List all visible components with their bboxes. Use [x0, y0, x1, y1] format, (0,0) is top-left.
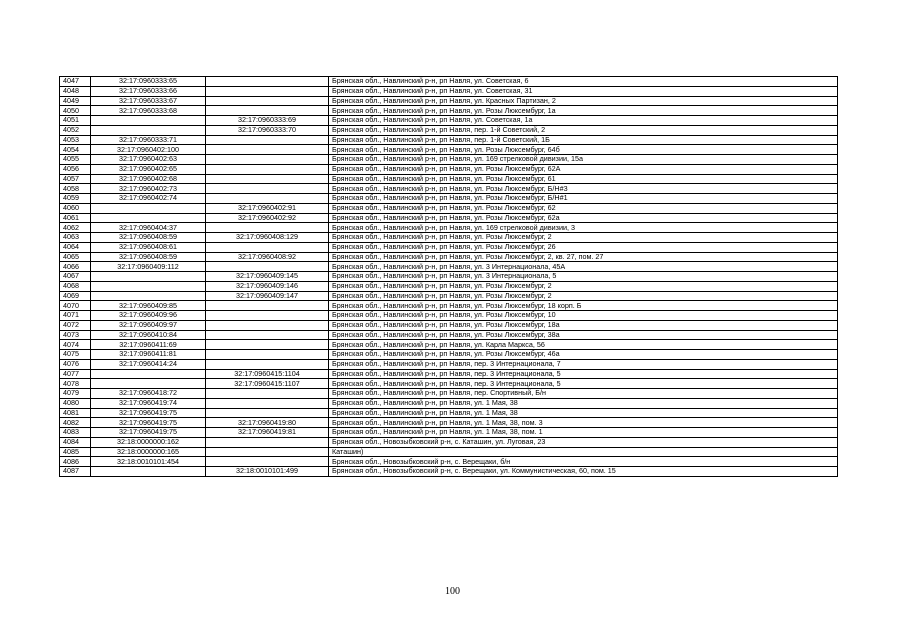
- cadastral-number-cell: 32:17:0960408:59: [91, 252, 206, 262]
- object-cadastral-number-cell: 32:17:0960408:92: [206, 252, 329, 262]
- address-cell: Брянская обл., Навлинский р-н, рп Навля, ул. Советская, 6: [329, 77, 838, 87]
- object-cadastral-number-cell: [206, 457, 329, 467]
- object-cadastral-number-cell: [206, 194, 329, 204]
- cadastral-number-cell: 32:17:0960419:74: [91, 398, 206, 408]
- table-row: [60, 203, 838, 213]
- address-cell: Брянская обл., Новозыбковский р-н, с. Каташин, ул. Луговая, 23: [329, 437, 838, 447]
- object-cadastral-number-cell: [206, 447, 329, 457]
- row-number-cell: 4062: [60, 223, 91, 233]
- address-cell: Брянская обл., Навлинский р-н, рп Навля, ул. Розы Люксембург, 2: [329, 281, 838, 291]
- cadastral-number-cell: 32:17:0960411:69: [91, 340, 206, 350]
- table-row: [60, 184, 838, 194]
- row-number-cell: 4082: [60, 418, 91, 428]
- address-cell: Брянская обл., Навлинский р-н, рп Навля, ул. Красных Партизан, 2: [329, 96, 838, 106]
- address-cell: Брянская обл., Навлинский р-н, рп Навля, ул. 3 Интернационала, 5: [329, 272, 838, 282]
- row-number-cell: 4080: [60, 398, 91, 408]
- table-row: [60, 311, 838, 321]
- object-cadastral-number-cell: [206, 320, 329, 330]
- row-number-cell: 4058: [60, 184, 91, 194]
- table-row: [60, 340, 838, 350]
- row-number-cell: 4083: [60, 428, 91, 438]
- cadastral-number-cell: 32:17:0960409:96: [91, 311, 206, 321]
- object-cadastral-number-cell: [206, 389, 329, 399]
- row-number-cell: 4055: [60, 155, 91, 165]
- address-cell: Каташин): [329, 447, 838, 457]
- object-cadastral-number-cell: 32:17:0960409:147: [206, 291, 329, 301]
- cadastral-number-cell: 32:17:0960402:68: [91, 174, 206, 184]
- object-cadastral-number-cell: 32:17:0960408:129: [206, 233, 329, 243]
- object-cadastral-number-cell: [206, 301, 329, 311]
- row-number-cell: 4078: [60, 379, 91, 389]
- table-row: [60, 252, 838, 262]
- row-number-cell: 4052: [60, 125, 91, 135]
- row-number-cell: 4060: [60, 203, 91, 213]
- address-cell: Брянская обл., Навлинский р-н, рп Навля, ул. Советская, 1а: [329, 116, 838, 126]
- cadastral-number-cell: 32:18:0000000:162: [91, 437, 206, 447]
- object-cadastral-number-cell: [206, 86, 329, 96]
- row-number-cell: 4049: [60, 96, 91, 106]
- table-row: [60, 437, 838, 447]
- table-row: [60, 155, 838, 165]
- registry-table-body: [60, 77, 838, 477]
- table-row: [60, 467, 838, 477]
- row-number-cell: 4050: [60, 106, 91, 116]
- cadastral-number-cell: [91, 125, 206, 135]
- object-cadastral-number-cell: 32:17:0960402:92: [206, 213, 329, 223]
- cadastral-number-cell: 32:17:0960333:65: [91, 77, 206, 87]
- object-cadastral-number-cell: [206, 135, 329, 145]
- cadastral-number-cell: [91, 272, 206, 282]
- cadastral-number-cell: 32:17:0960402:100: [91, 145, 206, 155]
- address-cell: Брянская обл., Новозыбковский р-н, с. Верещаки, б/н: [329, 457, 838, 467]
- address-cell: Брянская обл., Навлинский р-н, рп Навля, ул. 1 Мая, 38, пом. 1: [329, 428, 838, 438]
- object-cadastral-number-cell: [206, 340, 329, 350]
- object-cadastral-number-cell: 32:17:0960409:145: [206, 272, 329, 282]
- row-number-cell: 4075: [60, 350, 91, 360]
- table-row: [60, 223, 838, 233]
- cadastral-number-cell: 32:17:0960418:72: [91, 389, 206, 399]
- address-cell: Брянская обл., Навлинский р-н, рп Навля, ул. Розы Люксембург, 62а: [329, 213, 838, 223]
- address-cell: Брянская обл., Навлинский р-н, рп Навля, ул. Розы Люксембург, Б/Н#1: [329, 194, 838, 204]
- address-cell: Брянская обл., Навлинский р-н, рп Навля, ул. 3 Интернационала, 45А: [329, 262, 838, 272]
- object-cadastral-number-cell: [206, 330, 329, 340]
- cadastral-number-cell: 32:18:0010101:454: [91, 457, 206, 467]
- cadastral-number-cell: [91, 203, 206, 213]
- object-cadastral-number-cell: 32:17:0960419:80: [206, 418, 329, 428]
- cadastral-number-cell: 32:17:0960409:112: [91, 262, 206, 272]
- row-number-cell: 4056: [60, 164, 91, 174]
- address-cell: Брянская обл., Навлинский р-н, рп Навля, ул. Розы Люксембург, 1а: [329, 106, 838, 116]
- row-number-cell: 4087: [60, 467, 91, 477]
- object-cadastral-number-cell: [206, 408, 329, 418]
- address-cell: Брянская обл., Навлинский р-н, рп Навля, ул. 1 Мая, 38, пом. 3: [329, 418, 838, 428]
- table-row: [60, 262, 838, 272]
- row-number-cell: 4070: [60, 301, 91, 311]
- address-cell: Брянская обл., Навлинский р-н, рп Навля, ул. Розы Люксембург, 62: [329, 203, 838, 213]
- address-cell: Брянская обл., Навлинский р-н, рп Навля, ул. 1 Мая, 38: [329, 408, 838, 418]
- cadastral-number-cell: [91, 369, 206, 379]
- table-row: [60, 379, 838, 389]
- table-row: [60, 389, 838, 399]
- row-number-cell: 4068: [60, 281, 91, 291]
- object-cadastral-number-cell: [206, 223, 329, 233]
- address-cell: Брянская обл., Навлинский р-н, рп Навля, пер. 3 Интернационала, 5: [329, 369, 838, 379]
- row-number-cell: 4077: [60, 369, 91, 379]
- table-row: [60, 272, 838, 282]
- object-cadastral-number-cell: 32:17:0960409:146: [206, 281, 329, 291]
- row-number-cell: 4064: [60, 242, 91, 252]
- row-number-cell: 4079: [60, 389, 91, 399]
- address-cell: Брянская обл., Навлинский р-н, рп Навля, ул. Карла Маркса, 56: [329, 340, 838, 350]
- row-number-cell: 4076: [60, 359, 91, 369]
- address-cell: Брянская обл., Навлинский р-н, рп Навля, ул. Розы Люксембург, 2: [329, 233, 838, 243]
- row-number-cell: 4081: [60, 408, 91, 418]
- cadastral-number-cell: 32:17:0960419:75: [91, 428, 206, 438]
- address-cell: Брянская обл., Навлинский р-н, рп Навля, ул. Розы Люксембург, 26: [329, 242, 838, 252]
- cadastral-number-cell: 32:17:0960402:73: [91, 184, 206, 194]
- cadastral-number-cell: 32:17:0960414:24: [91, 359, 206, 369]
- object-cadastral-number-cell: 32:17:0960333:69: [206, 116, 329, 126]
- row-number-cell: 4061: [60, 213, 91, 223]
- page-number: 100: [445, 586, 460, 597]
- object-cadastral-number-cell: [206, 155, 329, 165]
- address-cell: Брянская обл., Навлинский р-н, рп Навля, ул. 169 стрелковой дивизии, 15а: [329, 155, 838, 165]
- row-number-cell: 4054: [60, 145, 91, 155]
- cadastral-number-cell: [91, 213, 206, 223]
- row-number-cell: 4051: [60, 116, 91, 126]
- cadastral-number-cell: 32:17:0960333:68: [91, 106, 206, 116]
- object-cadastral-number-cell: [206, 106, 329, 116]
- object-cadastral-number-cell: [206, 145, 329, 155]
- address-cell: Брянская обл., Навлинский р-н, рп Навля, ул. Розы Люксембург, 61: [329, 174, 838, 184]
- row-number-cell: 4057: [60, 174, 91, 184]
- cadastral-number-cell: 32:18:0000000:165: [91, 447, 206, 457]
- table-row: [60, 418, 838, 428]
- row-number-cell: 4069: [60, 291, 91, 301]
- row-number-cell: 4073: [60, 330, 91, 340]
- address-cell: Брянская обл., Навлинский р-н, рп Навля, ул. Розы Люксембург, 18а: [329, 320, 838, 330]
- cadastral-number-cell: 32:17:0960404:37: [91, 223, 206, 233]
- address-cell: Брянская обл., Навлинский р-н, рп Навля, ул. Розы Люксембург, 38а: [329, 330, 838, 340]
- cadastral-number-cell: 32:17:0960333:66: [91, 86, 206, 96]
- object-cadastral-number-cell: 32:17:0960333:70: [206, 125, 329, 135]
- row-number-cell: 4066: [60, 262, 91, 272]
- table-row: [60, 96, 838, 106]
- object-cadastral-number-cell: [206, 96, 329, 106]
- table-row: [60, 194, 838, 204]
- table-row: [60, 330, 838, 340]
- table-row: [60, 106, 838, 116]
- address-cell: Брянская обл., Навлинский р-н, рп Навля, пер. 1-й Советский, 1Б: [329, 135, 838, 145]
- cadastral-number-cell: 32:17:0960419:75: [91, 418, 206, 428]
- row-number-cell: 4059: [60, 194, 91, 204]
- object-cadastral-number-cell: 32:18:0010101:499: [206, 467, 329, 477]
- cadastral-number-cell: 32:17:0960411:81: [91, 350, 206, 360]
- object-cadastral-number-cell: 32:17:0960402:91: [206, 203, 329, 213]
- object-cadastral-number-cell: [206, 311, 329, 321]
- object-cadastral-number-cell: 32:17:0960415:1104: [206, 369, 329, 379]
- object-cadastral-number-cell: 32:17:0960415:1107: [206, 379, 329, 389]
- cadastral-number-cell: 32:17:0960409:85: [91, 301, 206, 311]
- table-row: [60, 86, 838, 96]
- object-cadastral-number-cell: [206, 184, 329, 194]
- table-row: [60, 359, 838, 369]
- table-row: [60, 77, 838, 87]
- table-row: [60, 242, 838, 252]
- object-cadastral-number-cell: [206, 398, 329, 408]
- table-row: [60, 135, 838, 145]
- address-cell: Брянская обл., Навлинский р-н, рп Навля, ул. Розы Люксембург, 18 корп. Б: [329, 301, 838, 311]
- table-row: [60, 116, 838, 126]
- table-row: [60, 301, 838, 311]
- table-row: [60, 369, 838, 379]
- address-cell: Брянская обл., Навлинский р-н, рп Навля, ул. 1 Мая, 38: [329, 398, 838, 408]
- table-row: [60, 398, 838, 408]
- cadastral-number-cell: 32:17:0960408:61: [91, 242, 206, 252]
- row-number-cell: 4072: [60, 320, 91, 330]
- row-number-cell: 4067: [60, 272, 91, 282]
- row-number-cell: 4065: [60, 252, 91, 262]
- row-number-cell: 4071: [60, 311, 91, 321]
- table-row: [60, 408, 838, 418]
- address-cell: Брянская обл., Навлинский р-н, рп Навля, ул. 169 стрелковой дивизии, 3: [329, 223, 838, 233]
- object-cadastral-number-cell: 32:17:0960419:81: [206, 428, 329, 438]
- table-row: [60, 145, 838, 155]
- table-row: [60, 174, 838, 184]
- address-cell: Брянская обл., Навлинский р-н, рп Навля, пер. 3 Интернационала, 7: [329, 359, 838, 369]
- cadastral-number-cell: 32:17:0960409:97: [91, 320, 206, 330]
- cadastral-number-cell: [91, 291, 206, 301]
- row-number-cell: 4074: [60, 340, 91, 350]
- cadastral-number-cell: 32:17:0960333:67: [91, 96, 206, 106]
- cadastral-number-cell: [91, 281, 206, 291]
- table-row: [60, 281, 838, 291]
- row-number-cell: 4085: [60, 447, 91, 457]
- object-cadastral-number-cell: [206, 164, 329, 174]
- table-row: [60, 213, 838, 223]
- object-cadastral-number-cell: [206, 262, 329, 272]
- address-cell: Брянская обл., Навлинский р-н, рп Навля, пер. 1-й Советский, 2: [329, 125, 838, 135]
- table-row: [60, 447, 838, 457]
- row-number-cell: 4063: [60, 233, 91, 243]
- object-cadastral-number-cell: [206, 77, 329, 87]
- table-row: [60, 164, 838, 174]
- object-cadastral-number-cell: [206, 437, 329, 447]
- row-number-cell: 4084: [60, 437, 91, 447]
- cadastral-number-cell: [91, 379, 206, 389]
- address-cell: Брянская обл., Новозыбковский р-н, с. Верещаки, ул. Коммунистическая, 60, пом. 15: [329, 467, 838, 477]
- table-row: [60, 291, 838, 301]
- address-cell: Брянская обл., Навлинский р-н, рп Навля, пер. 3 Интернационала, 5: [329, 379, 838, 389]
- table-row: [60, 125, 838, 135]
- object-cadastral-number-cell: [206, 350, 329, 360]
- address-cell: Брянская обл., Навлинский р-н, рп Навля, ул. Розы Люксембург, 64б: [329, 145, 838, 155]
- table-row: [60, 233, 838, 243]
- cadastral-number-cell: 32:17:0960408:59: [91, 233, 206, 243]
- row-number-cell: 4053: [60, 135, 91, 145]
- address-cell: Брянская обл., Навлинский р-н, рп Навля, ул. Розы Люксембург, 62А: [329, 164, 838, 174]
- address-cell: Брянская обл., Навлинский р-н, рп Навля, ул. Розы Люксембург, 46а: [329, 350, 838, 360]
- row-number-cell: 4047: [60, 77, 91, 87]
- table-row: [60, 320, 838, 330]
- table-row: [60, 457, 838, 467]
- address-cell: Брянская обл., Навлинский р-н, рп Навля, ул. Советская, 31: [329, 86, 838, 96]
- table-row: [60, 350, 838, 360]
- row-number-cell: 4086: [60, 457, 91, 467]
- registry-table: [59, 76, 838, 477]
- cadastral-number-cell: 32:17:0960410:84: [91, 330, 206, 340]
- address-cell: Брянская обл., Навлинский р-н, рп Навля, ул. Розы Люксембург, Б/Н#3: [329, 184, 838, 194]
- cadastral-number-cell: 32:17:0960402:74: [91, 194, 206, 204]
- address-cell: Брянская обл., Навлинский р-н, рп Навля, ул. Розы Люксембург, 10: [329, 311, 838, 321]
- address-cell: Брянская обл., Навлинский р-н, рп Навля, ул. Розы Люксембург, 2, кв. 27, пом. 27: [329, 252, 838, 262]
- address-cell: Брянская обл., Навлинский р-н, рп Навля, пер. Спортивный, Б/н: [329, 389, 838, 399]
- cadastral-number-cell: 32:17:0960402:65: [91, 164, 206, 174]
- cadastral-number-cell: [91, 116, 206, 126]
- address-cell: Брянская обл., Навлинский р-н, рп Навля, ул. Розы Люксембург, 2: [329, 291, 838, 301]
- cadastral-number-cell: 32:17:0960333:71: [91, 135, 206, 145]
- object-cadastral-number-cell: [206, 174, 329, 184]
- table-row: [60, 428, 838, 438]
- object-cadastral-number-cell: [206, 242, 329, 252]
- row-number-cell: 4048: [60, 86, 91, 96]
- cadastral-number-cell: 32:17:0960402:63: [91, 155, 206, 165]
- cadastral-number-cell: 32:17:0960419:75: [91, 408, 206, 418]
- cadastral-number-cell: [91, 467, 206, 477]
- object-cadastral-number-cell: [206, 359, 329, 369]
